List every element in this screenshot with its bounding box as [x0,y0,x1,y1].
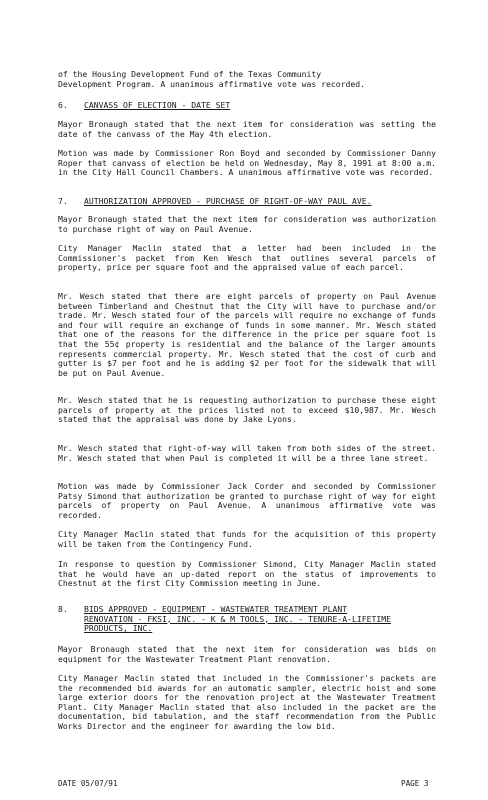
paragraph-6-text: Mr. Wesch stated that he is requesting authorization to purchase these eight parcels of property at the prices listed not to exceed $10,987. Mr. Wesch stated that the appraisal was done by Jake Lyons. [58,395,436,425]
paragraph-8-text: Motion was made by Commissioner Jack Corder and seconded by Commissioner Patsy Simond that authorization be granted to purchase right of way for eight parcels of property on Paul Avenue. A unanimous affirmative vote was recorded. [58,481,436,520]
paragraph-1-text: Mayor Bronaugh stated that the next item for consideration was setting the date of the canvass of the May 4th election. [58,119,436,139]
paragraph-7 [58,444,436,463]
paragraph-5-text: Mr. Wesch stated that there are eight parcels of property on Paul Avenue between Timberland and Chestnut that the City will have to purchase and/or trade. Mr. Wesch stated four of the parcels will require no exchange of funds and four will require an exchange of funds in some manner. Mr. Wesch stated that one of the reasons for the difference in the price per square foot is that the 55¢ property is residential and the balance of the larger amounts represents commercial property. Mr. Wesch stated that the cost of curb and gutter is $7 per foot and he is adding $2 per foot for the sidewalk that will be put on Paul Avenue. [58,291,436,378]
section-6-heading [58,101,436,111]
section-8-heading [58,605,436,634]
paragraph-4 [58,244,436,273]
paragraph-12 [58,674,436,732]
section-6-title: CANVASS OF ELECTION - DATE SET [84,100,231,110]
footer-page-number: PAGE 3 [401,779,429,788]
paragraph-6 [58,396,436,425]
paragraph-11 [58,645,436,664]
section-6-number: 6. [58,100,68,110]
section-7-number: 7. [58,196,68,206]
paragraph-8 [58,482,436,520]
paragraph-3 [58,215,436,234]
carryover-line-2: Development Program. A unanimous affirmative vote was recorded. [58,78,365,89]
paragraph-10-text: In response to question by Commissioner Simond, City Manager Maclin stated that he would have an up-dated report on the status of improvements to Chestnut at the first City Commission meeting in June. [58,559,436,589]
section-8-title-line-1: BIDS APPROVED - EQUIPMENT - WASTEWATER TREATMENT PLANT [84,604,348,614]
paragraph-1 [58,120,436,139]
footer-date: DATE 05/07/91 [58,779,118,788]
paragraph-11-text: Mayor Bronaugh stated that the next item for consideration was bids on equipment for the Wastewater Treatment Plant renovation. [58,644,436,664]
paragraph-10 [58,560,436,589]
section-7-heading [58,197,436,207]
paragraph-2-text: Motion was made by Commissioner Ron Boyd and seconded by Commissioner Danny Roper that canvass of election be held on Wednesday, May 8, 1991 at 8:00 a.m. in the City Hall Council Chambers. A unanimous affirmative vote was recorded. [58,148,436,178]
section-8-title-line-3: PRODUCTS, INC. [84,623,153,634]
section-8-title-line-2: RENOVATION - FKSI, INC. - K & M TOOLS, INC. - TENURE-A-LIFETIME [84,613,391,624]
paragraph-2 [58,149,436,178]
carryover-paragraph [58,70,436,89]
section-7-title: AUTHORIZATION APPROVED - PURCHASE OF RIGHT-OF-WAY PAUL AVE. [84,196,372,206]
paragraph-7-text: Mr. Wesch stated that right-of-way will taken from both sides of the street. Mr. Wesch stated that when Paul is completed it will be a three lane street. [58,443,436,463]
paragraph-12-text: City Manager Maclin stated that included in the Commissioner's packets are the recommended bid awards for an automatic sampler, electric hoist and some large exterior doors for the renovation project at the Wastewater Treatment Plant. City Manager Maclin stated that also included in the packet are the documentation, bid tabulation, and the staff recommendation from the Public Works Director and the engineer for awarding the low bid. [58,673,436,731]
paragraph-9-text: City Manager Maclin stated that funds for the acquisition of this property will be taken from the Contingency Fund. [58,529,436,549]
paragraph-5 [58,292,436,378]
section-8-number: 8. [58,604,68,614]
carryover-line-1: of the Housing Development Fund of the Texas Community [58,69,322,79]
paragraph-3-text: Mayor Bronaugh stated that the next item for consideration was authorization to purchase right of way on Paul Avenue. [58,214,436,234]
paragraph-9 [58,530,436,549]
paragraph-4-text: City Manager Maclin stated that a letter had been included in the Commissioner's packet from Ken Wesch that outlines several parcels of property, price per square foot and the appraised value of each parcel. [58,243,436,273]
